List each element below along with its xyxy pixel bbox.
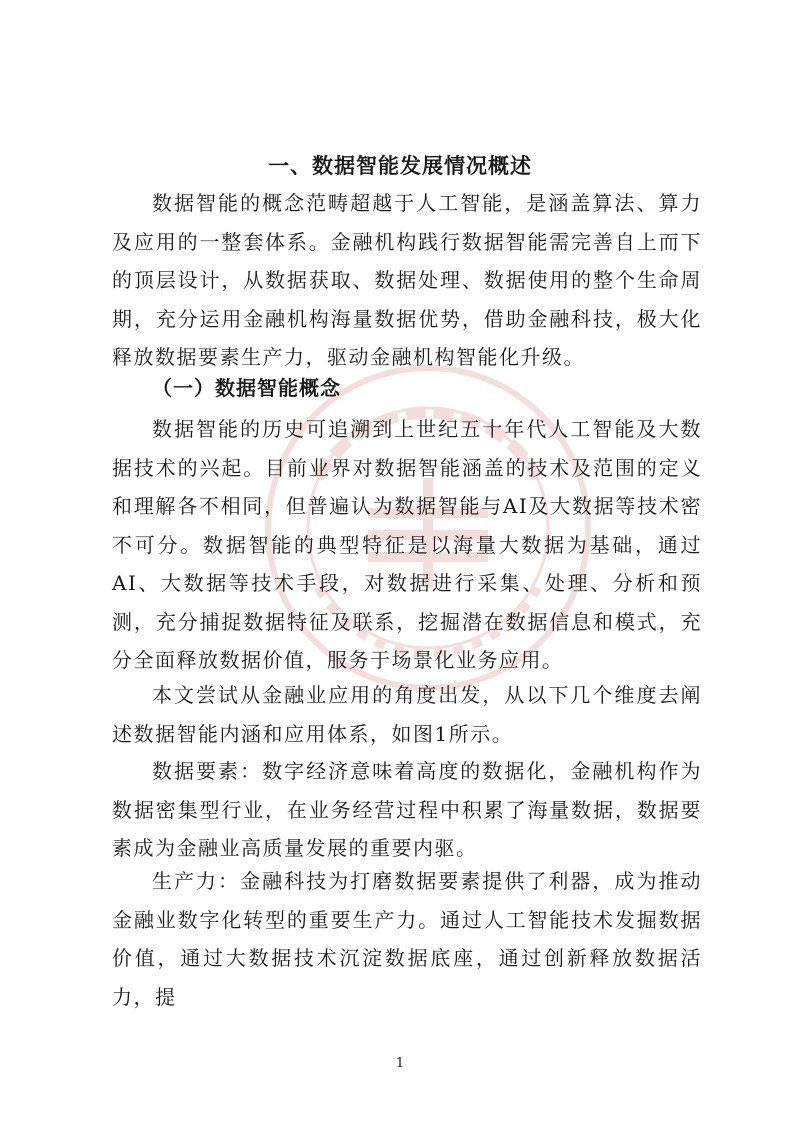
section-heading: 一、数据智能发展情况概述 <box>268 154 532 178</box>
paragraph-productivity: 生产力：金融科技为打磨数据要素提供了利器，成为推动金融业数字化转型的重要生产力。通过人工智能技术发掘数据价值，通过大数据技术沉淀数据底座，通过创新释放数据活力，提 <box>112 869 702 1009</box>
page-number: 1 <box>395 1056 405 1071</box>
paragraph-intro: 数据智能的概念范畴超越于人工智能，是涵盖算法、算力及应用的一整套体系。金融机构践行数据智能需完善自上而下的顶层设计，从数据获取、数据处理、数据使用的整个生命周期，充分运用金融机构海量数据优势，借助金融科技，极大化释放数据要素生产力，驱动金融机构智能化升级。 <box>112 191 702 369</box>
subsection-heading: （一）数据智能概念 <box>152 376 341 400</box>
paragraph-data-elements: 数据要素：数字经济意味着高度的数据化，金融机构作为数据密集型行业，在业务经营过程中积累了海量数据，数据要素成为金融业高质量发展的重要内驱。 <box>112 759 702 860</box>
paragraph-history: 数据智能的历史可追溯到上世纪五十年代人工智能及大数据技术的兴起。目前业界对数据智能涵盖的技术及范围的定义和理解各不相同，但普遍认为数据智能与AI及大数据等技术密不可分。数据智能的典型特征是以海量大数据为基础，通过AI、大数据等技术手段，对数据进行采集、处理、分析和预测，充分捕捉数据特征及联系，挖掘潜在数据信息和模式，充分全面释放数据价值，服务于场景化业务应用。 <box>112 417 702 672</box>
paragraph-scope: 本文尝试从金融业应用的角度出发，从以下几个维度去阐述数据智能内涵和应用体系，如图1所示。 <box>112 683 702 746</box>
